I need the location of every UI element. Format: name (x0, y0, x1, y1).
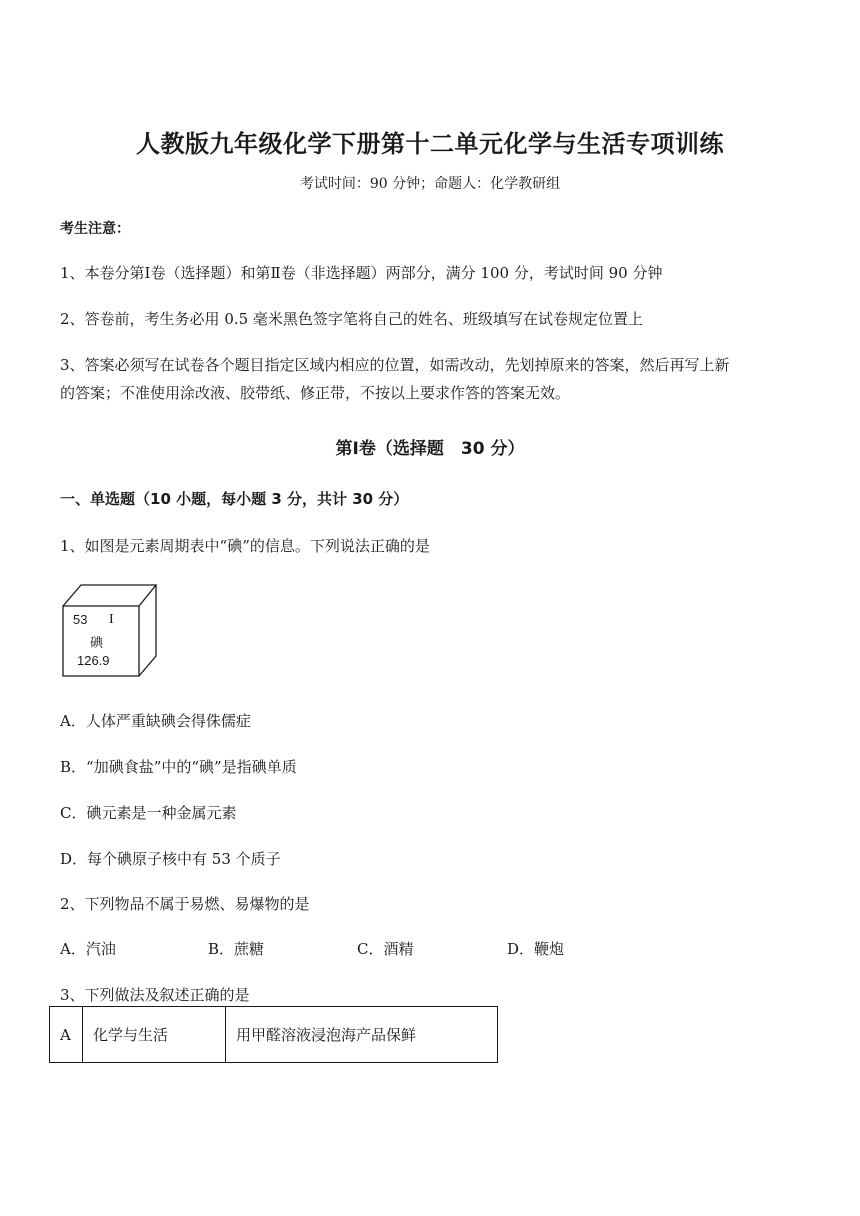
question-2-option-b: B．蔗糖 (208, 940, 265, 958)
notice-heading: 考生注意： (60, 221, 130, 237)
element-cube-drawing (60, 583, 160, 679)
question-2-stem: 2、下列物品不属于易燃、易爆物的是 (60, 895, 310, 913)
element-symbol: I (109, 612, 114, 627)
question-1-option-a: A．人体严重缺碘会得侏儒症 (60, 712, 251, 730)
iodine-element-cell (60, 583, 160, 679)
atomic-number: 53 (73, 612, 88, 627)
question-2-option-c: C．酒精 (357, 940, 414, 958)
question-3-stem: 3、下列做法及叙述正确的是 (60, 986, 250, 1004)
element-name: 碘 (90, 636, 104, 651)
question-2-option-d: D．鞭炮 (507, 940, 565, 958)
notice-item-3: 3、答案必须写在试卷各个题目指定区域内相应的位置，如需改动，先划掉原来的答案，然后再写上新 (60, 356, 730, 374)
row-category: 化学与生活 (83, 1007, 226, 1063)
exam-info: 考试时间：90 分钟；命题人：化学教研组 (299, 176, 561, 192)
question-2-option-a: A．汽油 (60, 940, 116, 958)
table-row (50, 1007, 498, 1063)
notice-item-3-continued: 的答案；不准使用涂改液、胶带纸、修正带，不按以上要求作答的答案无效。 (60, 384, 571, 402)
notice-item-1: 1、本卷分第Ⅰ卷（选择题）和第Ⅱ卷（非选择题）两部分，满分 100 分，考试时间 90 分钟 (60, 264, 663, 282)
page-title: 人教版九年级化学下册第十二单元化学与生活专项训练 (136, 130, 724, 158)
row-content: 用甲醛溶液浸泡海产品保鲜 (226, 1007, 498, 1063)
question-1-option-c: C．碘元素是一种金属元素 (60, 804, 237, 822)
question-1-option-b: B．“加碘食盐”中的“碘”是指碘单质 (60, 758, 297, 776)
atomic-mass: 126.9 (77, 653, 110, 668)
part-title: 一、单选题（10 小题，每小题 3 分，共计 30 分） (60, 490, 409, 508)
question-1-option-d: D．每个碘原子核中有 53 个质子 (60, 850, 281, 868)
question-3-table (49, 1006, 498, 1063)
question-1-stem: 1、如图是元素周期表中“碘”的信息。下列说法正确的是 (60, 537, 430, 555)
notice-item-2: 2、答卷前，考生务必用 0.5 毫米黑色签字笔将自己的姓名、班级填写在试卷规定位置上 (60, 310, 643, 328)
row-label: A (50, 1007, 83, 1063)
section-title: 第Ⅰ卷（选择题 30 分） (335, 439, 525, 459)
